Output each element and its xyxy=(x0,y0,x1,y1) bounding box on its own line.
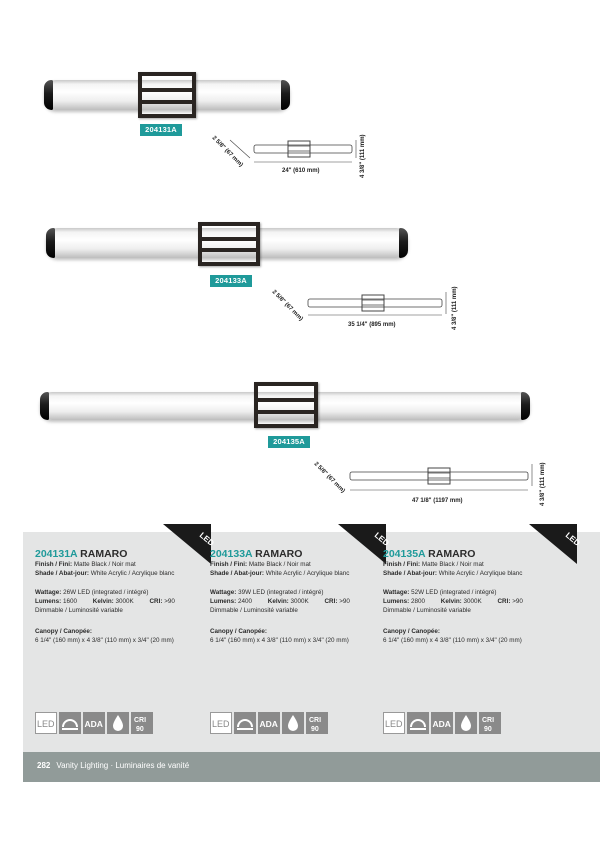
ada-icon xyxy=(258,712,280,734)
spec-dimmable: Dimmable / Luminosité variable xyxy=(383,607,471,614)
fixture-bracket xyxy=(198,222,260,266)
fixture-end-cap-left xyxy=(46,228,55,258)
damp-location-icon xyxy=(282,712,304,734)
svg-text:CRI: CRI xyxy=(309,717,322,724)
ada-icon xyxy=(83,712,105,734)
svg-text:CRI: CRI xyxy=(134,717,147,724)
fixture-image-204133a xyxy=(46,228,408,258)
feature-icons xyxy=(210,712,350,734)
cri-icon xyxy=(479,712,501,734)
damp-location-icon xyxy=(455,712,477,734)
product-sku: 204135A xyxy=(383,548,426,560)
led-corner-badge xyxy=(163,524,216,564)
cri-icon xyxy=(306,712,328,734)
dim-width-204133a: 35 1/4" (895 mm) xyxy=(348,322,396,328)
dimmable-icon xyxy=(407,712,429,734)
led-corner-badge xyxy=(529,524,582,564)
spec-wattage: Wattage: 26W LED (integrated / intégré) xyxy=(35,589,149,596)
svg-text:90: 90 xyxy=(311,726,319,733)
cri-icon xyxy=(131,712,153,734)
fixture-image-204131a xyxy=(44,80,290,110)
fixture-end-cap-right xyxy=(399,228,408,258)
dimension-drawing-204133a xyxy=(268,282,470,338)
fixture-bracket xyxy=(254,382,318,428)
svg-text:90: 90 xyxy=(484,726,492,733)
spec-lumens-kelvin-cri: Lumens: 2800 Kelvin: 3000K CRI: >90 xyxy=(383,598,523,605)
svg-text:LED: LED xyxy=(37,719,55,729)
svg-text:LED: LED xyxy=(212,719,230,729)
spec-column-204131a xyxy=(35,530,216,752)
dim-depth-204133a: 2 5/8" (67 mm) xyxy=(270,289,304,323)
led-corner-badge xyxy=(338,524,391,564)
spec-dimmable: Dimmable / Luminosité variable xyxy=(35,607,123,614)
page-footer xyxy=(23,752,600,782)
svg-text:LED: LED xyxy=(385,719,403,729)
spec-lumens-kelvin-cri: Lumens: 1600 Kelvin: 3000K CRI: >90 xyxy=(35,598,175,605)
spec-finish: Finish / Fini: Matte Black / Noir mat xyxy=(383,561,484,568)
product-sku: 204131A xyxy=(35,548,78,560)
led-icon xyxy=(383,712,405,734)
led-icon xyxy=(210,712,232,734)
product-name: RAMARO xyxy=(428,548,476,560)
fixture-image-204135a xyxy=(40,392,530,420)
svg-text:LED: LED xyxy=(197,530,216,548)
sku-tag-204133a: 204133A xyxy=(210,275,252,287)
product-name: RAMARO xyxy=(80,548,128,560)
sku-tag-204131a: 204131A xyxy=(140,124,182,136)
sku-tag-204135a: 204135A xyxy=(268,436,310,448)
feature-icons xyxy=(35,712,175,734)
product-title xyxy=(383,548,475,560)
spec-column-204135a xyxy=(383,530,582,752)
ada-icon xyxy=(431,712,453,734)
spec-lumens-kelvin-cri: Lumens: 2400 Kelvin: 3000K CRI: >90 xyxy=(210,598,350,605)
spec-shade: Shade / Abat-jour: White Acrylic / Acrylique blanc xyxy=(35,570,175,577)
product-name: RAMARO xyxy=(255,548,303,560)
product-title xyxy=(210,548,302,560)
svg-text:ADA: ADA xyxy=(432,719,451,729)
spec-shade: Shade / Abat-jour: White Acrylic / Acrylique blanc xyxy=(210,570,350,577)
spec-dimmable: Dimmable / Luminosité variable xyxy=(210,607,298,614)
svg-text:ADA: ADA xyxy=(84,719,103,729)
fixture-end-cap-left xyxy=(40,392,49,420)
spec-wattage: Wattage: 39W LED (integrated / intégré) xyxy=(210,589,324,596)
dim-height-204135a: 4 3/8" (111 mm) xyxy=(540,462,546,506)
spec-canopy-value: 6 1/4" (160 mm) x 4 3/8" (110 mm) x 3/4" (20 mm) xyxy=(35,637,174,644)
dim-width-204135a: 47 1/8" (1197 mm) xyxy=(412,498,463,504)
section-title: Vanity Lighting · Luminaires de vanité xyxy=(56,761,190,770)
dim-height-204133a: 4 3/8" (111 mm) xyxy=(452,286,458,330)
dim-height-204131a: 4 3/8" (111 mm) xyxy=(360,134,366,178)
fixture-bracket xyxy=(138,72,196,118)
dimmable-icon xyxy=(59,712,81,734)
product-title xyxy=(35,548,127,560)
fixture-end-cap-left xyxy=(44,80,53,110)
svg-text:LED: LED xyxy=(372,530,391,548)
fixture-end-cap-right xyxy=(281,80,290,110)
spec-finish: Finish / Fini: Matte Black / Noir mat xyxy=(35,561,136,568)
svg-text:ADA: ADA xyxy=(259,719,278,729)
spec-canopy-label: Canopy / Canopée: xyxy=(210,628,268,635)
led-icon xyxy=(35,712,57,734)
footer-text xyxy=(37,761,189,770)
spec-canopy-value: 6 1/4" (160 mm) x 4 3/8" (110 mm) x 3/4" (20 mm) xyxy=(383,637,522,644)
dimension-drawing-204131a xyxy=(200,128,370,188)
dimmable-icon xyxy=(234,712,256,734)
spec-canopy-value: 6 1/4" (160 mm) x 4 3/8" (110 mm) x 3/4" (20 mm) xyxy=(210,637,349,644)
spec-panel xyxy=(23,532,600,752)
svg-text:LED: LED xyxy=(563,530,582,548)
feature-icons xyxy=(383,712,523,734)
fixture-end-cap-right xyxy=(521,392,530,420)
dim-depth-204135a: 2 5/8" (67 mm) xyxy=(312,461,346,495)
page-number: 282 xyxy=(37,761,51,770)
dimension-drawing-204135a xyxy=(306,452,550,512)
spec-wattage: Wattage: 52W LED (integrated / intégré) xyxy=(383,589,497,596)
spec-column-204133a xyxy=(210,530,391,752)
spec-canopy-label: Canopy / Canopée: xyxy=(383,628,441,635)
spec-canopy-label: Canopy / Canopée: xyxy=(35,628,93,635)
svg-text:CRI: CRI xyxy=(482,717,495,724)
spec-finish: Finish / Fini: Matte Black / Noir mat xyxy=(210,561,311,568)
spec-shade: Shade / Abat-jour: White Acrylic / Acrylique blanc xyxy=(383,570,523,577)
damp-location-icon xyxy=(107,712,129,734)
dim-width-204131a: 24" (610 mm) xyxy=(282,168,320,174)
dim-depth-204131a: 2 5/8" (67 mm) xyxy=(210,135,244,169)
product-sku: 204133A xyxy=(210,548,253,560)
svg-text:90: 90 xyxy=(136,726,144,733)
